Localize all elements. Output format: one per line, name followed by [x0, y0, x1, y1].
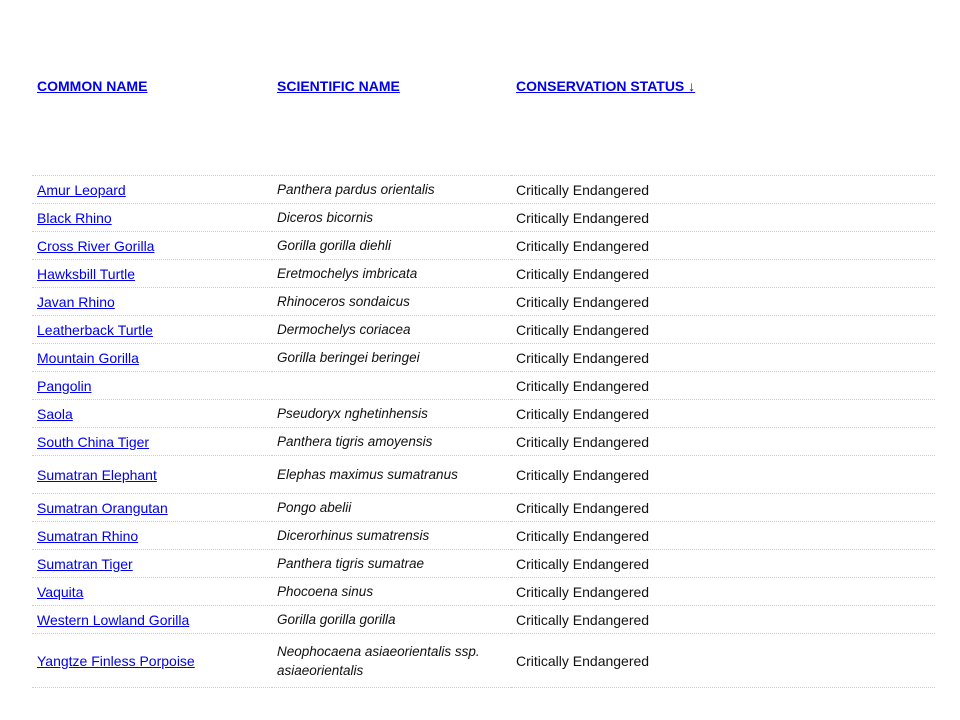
table-row: [32, 522, 935, 550]
common-name-cell: [32, 260, 272, 288]
scientific-name-cell: Dermochelys coriacea: [272, 316, 511, 344]
common-name-cell: [32, 372, 272, 400]
common-name-cell: [32, 550, 272, 578]
species-link[interactable]: Sumatran Rhino: [37, 527, 139, 544]
species-table: [32, 74, 935, 688]
conservation-status-cell: Critically Endangered: [511, 316, 935, 344]
common-name-cell: [32, 456, 272, 494]
table-row: [32, 176, 935, 204]
species-link[interactable]: Vaquita: [37, 583, 84, 600]
species-link[interactable]: Pangolin: [37, 377, 92, 394]
table-row: [32, 260, 935, 288]
scientific-name-cell: Diceros bicornis: [272, 204, 511, 232]
species-link[interactable]: Mountain Gorilla: [37, 349, 139, 366]
conservation-status-cell: Critically Endangered: [511, 606, 935, 634]
table-row: [32, 494, 935, 522]
scientific-name-cell: Elephas maximus sumatranus: [272, 456, 511, 494]
scientific-name-cell: Gorilla gorilla gorilla: [272, 606, 511, 634]
table-row: [32, 204, 935, 232]
scientific-name-cell: Eretmochelys imbricata: [272, 260, 511, 288]
species-link[interactable]: Sumatran Orangutan: [37, 499, 168, 516]
conservation-status-cell: Critically Endangered: [511, 288, 935, 316]
conservation-status-cell: Critically Endangered: [511, 400, 935, 428]
common-name-cell: [32, 344, 272, 372]
scientific-name-cell: Neophocaena asiaeorientalis ssp. asiaeorientalis: [272, 634, 511, 688]
scientific-name-cell: Gorilla gorilla diehli: [272, 232, 511, 260]
table-row: [32, 578, 935, 606]
table-row: [32, 550, 935, 578]
scientific-name-cell: Pongo abelii: [272, 494, 511, 522]
species-table-container: [32, 74, 935, 688]
sort-scientific-name-link[interactable]: SCIENTIFIC NAME: [277, 78, 400, 94]
table-row: [32, 372, 935, 400]
table-row: [32, 232, 935, 260]
scientific-name-cell: Gorilla beringei beringei: [272, 344, 511, 372]
conservation-status-cell: Critically Endangered: [511, 494, 935, 522]
scientific-name-cell: Dicerorhinus sumatrensis: [272, 522, 511, 550]
table-row: [32, 400, 935, 428]
species-link[interactable]: Sumatran Tiger: [37, 555, 133, 572]
conservation-status-cell: Critically Endangered: [511, 344, 935, 372]
conservation-status-cell: Critically Endangered: [511, 550, 935, 578]
table-row: [32, 606, 935, 634]
species-link[interactable]: South China Tiger: [37, 433, 150, 450]
common-name-cell: [32, 522, 272, 550]
conservation-status-cell: Critically Endangered: [511, 456, 935, 494]
common-name-cell: [32, 634, 272, 688]
table-row: [32, 316, 935, 344]
species-link[interactable]: Yangtze Finless Porpoise: [37, 652, 195, 669]
conservation-status-cell: Critically Endangered: [511, 634, 935, 688]
common-name-cell: [32, 316, 272, 344]
conservation-status-cell: Critically Endangered: [511, 260, 935, 288]
common-name-cell: [32, 176, 272, 204]
table-header-row: [32, 74, 935, 158]
species-link[interactable]: Cross River Gorilla: [37, 237, 155, 254]
table-row: [32, 344, 935, 372]
species-link[interactable]: Javan Rhino: [37, 293, 115, 310]
sort-common-name-link[interactable]: COMMON NAME: [37, 78, 148, 94]
header-common-name: [32, 74, 272, 158]
conservation-status-cell: Critically Endangered: [511, 372, 935, 400]
conservation-status-cell: Critically Endangered: [511, 204, 935, 232]
table-row: [32, 288, 935, 316]
scientific-name-cell: Panthera tigris sumatrae: [272, 550, 511, 578]
species-link[interactable]: Western Lowland Gorilla: [37, 611, 190, 628]
conservation-status-cell: Critically Endangered: [511, 176, 935, 204]
common-name-cell: [32, 288, 272, 316]
common-name-cell: [32, 400, 272, 428]
common-name-cell: [32, 232, 272, 260]
species-link[interactable]: Black Rhino: [37, 209, 112, 226]
common-name-cell: [32, 494, 272, 522]
table-row: [32, 634, 935, 688]
table-row: [32, 428, 935, 456]
header-conservation-status: [511, 74, 935, 158]
scientific-name-cell: Panthera tigris amoyensis: [272, 428, 511, 456]
common-name-cell: [32, 606, 272, 634]
scientific-name-cell: Panthera pardus orientalis: [272, 176, 511, 204]
sort-conservation-status-link[interactable]: CONSERVATION STATUS ↓: [516, 78, 696, 94]
common-name-cell: [32, 204, 272, 232]
scientific-name-cell: [272, 372, 511, 400]
conservation-status-cell: Critically Endangered: [511, 232, 935, 260]
species-link[interactable]: Hawksbill Turtle: [37, 265, 136, 282]
spacer-cell: [32, 158, 935, 176]
scientific-name-cell: Pseudoryx nghetinhensis: [272, 400, 511, 428]
header-scientific-name: [272, 74, 511, 158]
species-link[interactable]: Leatherback Turtle: [37, 321, 153, 338]
conservation-status-cell: Critically Endangered: [511, 578, 935, 606]
common-name-cell: [32, 578, 272, 606]
species-link[interactable]: Sumatran Elephant: [37, 466, 157, 483]
scientific-name-cell: Phocoena sinus: [272, 578, 511, 606]
species-link[interactable]: Amur Leopard: [37, 181, 126, 198]
common-name-cell: [32, 428, 272, 456]
table-spacer-row: [32, 158, 935, 176]
table-row: [32, 456, 935, 494]
scientific-name-cell: Rhinoceros sondaicus: [272, 288, 511, 316]
species-link[interactable]: Saola: [37, 405, 73, 422]
conservation-status-cell: Critically Endangered: [511, 522, 935, 550]
conservation-status-cell: Critically Endangered: [511, 428, 935, 456]
